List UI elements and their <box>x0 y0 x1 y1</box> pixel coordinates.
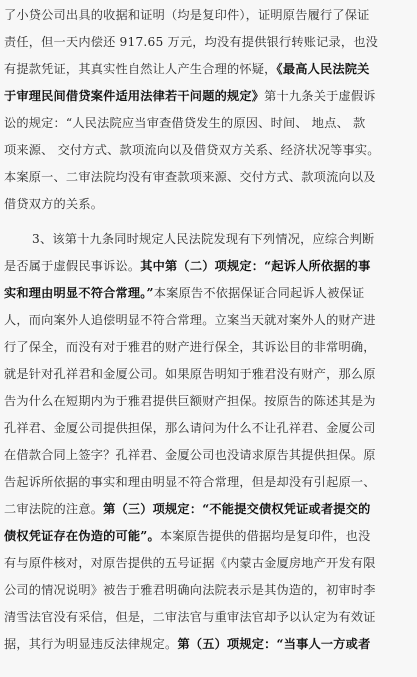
text-run: 告起诉所依据的事实和理由明显不符合常理，但是却没有引起原一、 <box>4 475 376 489</box>
text-run: 告为什么在短期内为于雅君提供巨额财产担保。按原告的陈述其是为 <box>4 394 376 408</box>
text-run: 人，而向案外人追偿明显不符合常理。立案当天就对案外人的财产进 <box>4 313 376 327</box>
text-run-bold: 债权凭证存在伪造的可能”。 <box>4 529 160 543</box>
text-run: 第十九条关于虚假诉 <box>264 89 376 103</box>
text-run: 就是针对孔祥君和金厦公司。如果原告明知于雅君没有财产，那么原 <box>4 367 376 381</box>
text-line <box>4 30 412 54</box>
text-run-bold: 第（五）项规定：“当事人一方或者 <box>177 637 371 651</box>
text-run: 是否属于虚假民事诉讼。 <box>4 259 141 273</box>
text-line <box>4 84 412 108</box>
text-line <box>4 470 412 494</box>
text-line <box>4 578 412 602</box>
text-line <box>4 389 412 413</box>
text-run: 本案原告提供的借据均是复印件，也没 <box>159 529 371 543</box>
text-run-bold: 其中第（二）项规定：“起诉人所依据的事 <box>140 259 371 273</box>
text-line <box>4 281 412 305</box>
text-line <box>4 605 412 629</box>
text-run-bold: 《最高人民法院关 <box>276 62 370 76</box>
text-line <box>4 192 412 216</box>
text-run: 3、该第十九条同时规定人民法院发现有下列情况，应综合判断 <box>32 232 375 246</box>
text-line <box>4 551 412 575</box>
text-run: 项来源、 交付方式、款项流向以及借贷双方关系、经济状况等事实。 <box>4 143 380 157</box>
text-line <box>4 335 412 359</box>
text-run-bold: 第（三）项规定：“不能提交债权凭证或者提交的 <box>103 502 371 516</box>
text-run: 孔祥君、金厦公司提供担保，那么请问为什么不让孔祥君、金厦公司 <box>4 421 376 435</box>
text-line <box>4 524 412 548</box>
text-line <box>4 3 412 27</box>
text-run-bold: 于审理民间借贷案件适用法律若干问题的规定》 <box>4 89 265 103</box>
text-run: 了小贷公司出具的收据和证明（均是复印件），证明原告履行了保证 <box>4 8 370 22</box>
text-run: 清雪法官没有采信，但是，二审法官与重审法官却予以认定为有效证 <box>4 610 376 624</box>
text-line <box>4 362 412 386</box>
text-run: 二审法院的注意。 <box>4 502 104 516</box>
text-line <box>4 111 412 135</box>
text-run: 行了保全，而没有对于雅君的财产进行保全，其诉讼目的非常明确， <box>4 340 376 354</box>
text-run: 借贷双方的关系。 <box>4 197 104 211</box>
text-run: 责任，但一天内偿还 917.65 万元，均没有提供银行转账记录，也没 <box>4 35 379 49</box>
text-line <box>4 632 412 656</box>
text-run-bold: 实和理由明显不符合常理。” <box>4 286 154 300</box>
text-run: 本案原一、二审法院均没有审查款项来源、交付方式、款项流向以及 <box>4 170 376 184</box>
text-line <box>4 165 412 189</box>
text-run: 有提款凭证，其真实性自然让人产生合理的怀疑， <box>4 62 277 76</box>
text-line <box>4 308 412 332</box>
text-line <box>4 254 412 278</box>
text-line <box>4 416 412 440</box>
text-run: 讼的规定：“人民法院应当审查借贷发生的原因、时间、 地点、 款 <box>4 116 366 130</box>
text-run: 据，其行为明显违反法律规定。 <box>4 637 178 651</box>
text-run: 本案原告不依据保证合同起诉人被保证 <box>153 286 365 300</box>
text-line <box>4 497 412 521</box>
text-line <box>4 443 412 467</box>
text-line <box>4 57 412 81</box>
text-line <box>4 138 412 162</box>
text-run: 在借款合同上签字？孔祥君、金厦公司也没请求原告其提供担保。原 <box>4 448 376 462</box>
text-run: 有与原件核对，对原告提供的五号证据《内蒙古金厦房地产开发有限 <box>4 556 376 570</box>
text-run: 公司的情况说明》被告于雅君明确向法院表示是其伪造的，初审时李 <box>4 583 376 597</box>
text-line <box>32 227 412 251</box>
